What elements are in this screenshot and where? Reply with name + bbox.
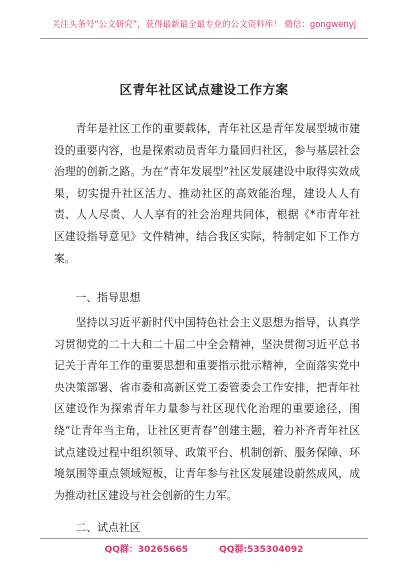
header-divider <box>40 38 368 39</box>
qq-group-2: QQ群:535304092 <box>219 545 304 555</box>
footer-divider <box>40 538 368 539</box>
section-heading-guiding-thought: 一、指导思想 <box>75 291 141 304</box>
promo-header: 关注头条号“公文研究”，获得最新最全最专业的公文资料库！ 微信：gongwenyj <box>51 20 357 30</box>
intro-paragraph: 青年是社区工作的重要载体，青年社区是青年发展型城市建设的重要内容，也是探索动员青年力量回归社区，参与基层社会治理的创新之路。为在“青年发展型”社区发展建设中取得实效成果，切实提升社区活力、推动社区的高效能治理，建设人人有责、人人尽责、人人享有的社会治理共同体，根据《*市青年社区建设指导意见》文件精神，结合我区实际，特制定如下工作方案。 <box>54 122 360 265</box>
section-heading-pilot-communities: 二、试点社区 <box>75 521 141 534</box>
qq-group-1: QQ群：30265665 <box>104 545 188 555</box>
document-title: 区青年社区试点建设工作方案 <box>119 82 289 97</box>
guiding-thought-paragraph: 坚持以习近平新时代中国特色社会主义思想为指导，认真学习贯彻党的二十大和二十届二中全会精神，坚决贯彻习近平总书记关于青年工作的重要思想和重要指示批示精神，全面落实党中央决策部署、省市委和高新区党工委管委会工作安排，把青年社区建设作为探索青年力量参与社区现代化治理的重要途径，围绕“让青年当主角，让社区更青春”创建主题，着力补齐青年社区试点建设过程中组织领导、政策平台、机制创新、服务保障、环境氛围等重点领域短板，让青年参与社区发展建设蔚然成风，成为推动社区建设与社会创新的生力军。 <box>54 316 360 502</box>
promo-footer <box>0 542 408 555</box>
